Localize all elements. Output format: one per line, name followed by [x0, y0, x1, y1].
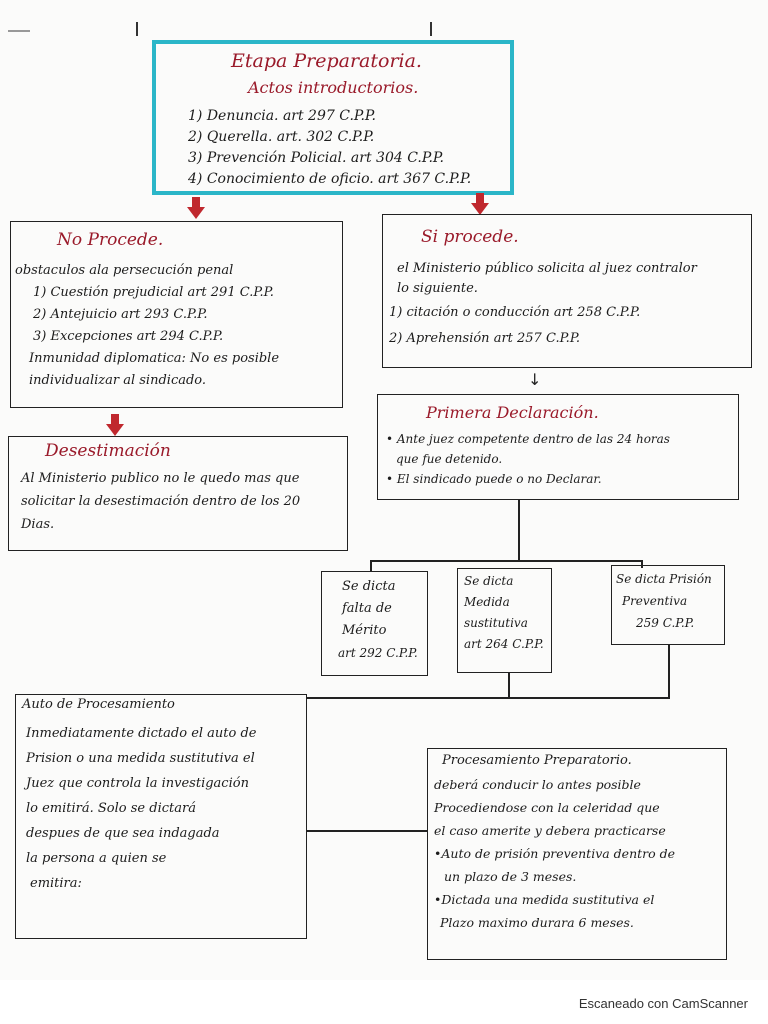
- si-procede-item: 1) citación o conducción art 258 C.P.P.: [389, 305, 641, 320]
- medida-sustitutiva-line: Medida: [464, 595, 510, 609]
- pen-mark: [136, 22, 138, 36]
- pen-mark: [8, 30, 30, 32]
- si-procede-intro: lo siguiente.: [397, 281, 478, 296]
- falta-merito-line: Mérito: [342, 623, 387, 638]
- scanner-footer: [0, 980, 768, 1024]
- connector: [668, 645, 670, 697]
- no-procede-item: 3) Excepciones art 294 C.P.P.: [33, 329, 224, 344]
- red-arrow-down: [106, 424, 124, 436]
- medida-sustitutiva-line: sustitutiva: [464, 616, 528, 630]
- connector: [307, 830, 427, 832]
- procesamiento-preparatorio-line: Procediendose con la celeridad que: [434, 800, 660, 815]
- connector: [306, 697, 670, 699]
- footer-watermark: Escaneado con CamScanner: [578, 996, 748, 1011]
- procesamiento-preparatorio-line: •Auto de prisión preventiva dentro de: [434, 846, 676, 861]
- desestimacion-line: solicitar la desestimación dentro de los 20: [21, 494, 301, 509]
- no-procede-item: 1) Cuestión prejudicial art 291 C.P.P.: [33, 285, 274, 300]
- primera-declaracion-line: que fue detenido.: [396, 452, 503, 466]
- falta-merito-line: art 292 C.P.P.: [338, 646, 418, 660]
- desestimacion-line: Dias.: [21, 517, 55, 532]
- si-procede-item: 2) Aprehensión art 257 C.P.P.: [389, 331, 581, 346]
- procesamiento-preparatorio-title: Procesamiento Preparatorio.: [442, 753, 632, 768]
- pen-mark: [430, 22, 432, 36]
- connector: [518, 500, 520, 560]
- no-procede-title: No Procede.: [57, 230, 164, 250]
- procesamiento-preparatorio-line: un plazo de 3 meses.: [444, 869, 577, 884]
- prision-preventiva-line: Se dicta Prisión: [616, 572, 712, 586]
- falta-merito-line: falta de: [342, 601, 392, 616]
- etapa-item: 2) Querella. art. 302 C.P.P.: [188, 129, 375, 145]
- prision-preventiva-line: 259 C.P.P.: [636, 616, 695, 630]
- procesamiento-preparatorio-box: [427, 748, 727, 960]
- procesamiento-preparatorio-line: •Dictada una medida sustitutiva el: [434, 892, 655, 907]
- no-procede-intro: obstaculos ala persecución penal: [15, 263, 234, 278]
- no-procede-note: individualizar al sindicado.: [29, 373, 207, 388]
- primera-declaracion-line: • El sindicado puede o no Declarar.: [386, 472, 602, 486]
- falta-merito-line: Se dicta: [342, 579, 396, 594]
- no-procede-item: 2) Antejuicio art 293 C.P.P.: [33, 307, 208, 322]
- auto-procesamiento-line: Juez que controla la investigación: [26, 776, 249, 791]
- primera-declaracion-line: • Ante juez competente dentro de las 24 horas: [386, 432, 670, 446]
- falta-merito-box: [321, 571, 428, 676]
- down-arrow-icon: ↓: [528, 370, 542, 389]
- etapa-item: 3) Prevención Policial. art 304 C.P.P.: [188, 150, 444, 166]
- auto-procesamiento-line: la persona a quien se: [26, 851, 167, 866]
- prision-preventiva-line: Preventiva: [622, 594, 688, 608]
- desestimacion-title: Desestimación: [45, 441, 171, 461]
- prision-preventiva-box: [611, 565, 725, 645]
- procesamiento-preparatorio-line: deberá conducir lo antes posible: [434, 777, 641, 792]
- primera-declaracion-title: Primera Declaración.: [426, 403, 599, 422]
- etapa-subtitle: Actos introductorios.: [248, 78, 419, 97]
- procesamiento-preparatorio-line: el caso amerite y debera practicarse: [434, 823, 666, 838]
- connector: [370, 560, 642, 562]
- no-procede-note: Inmunidad diplomatica: No es posible: [29, 351, 280, 366]
- medida-sustitutiva-box: [457, 568, 552, 673]
- auto-procesamiento-box: [15, 694, 307, 939]
- connector: [508, 673, 510, 697]
- si-procede-title: Si procede.: [421, 227, 519, 247]
- auto-procesamiento-line: emitira:: [30, 876, 82, 891]
- auto-procesamiento-title: Auto de Procesamiento: [22, 697, 175, 712]
- si-procede-intro: el Ministerio público solicita al juez contralor: [397, 261, 697, 276]
- auto-procesamiento-line: lo emitirá. Solo se dictará: [26, 801, 196, 816]
- desestimacion-line: Al Ministerio publico no le quedo mas que: [21, 471, 300, 486]
- etapa-item: 1) Denuncia. art 297 C.P.P.: [188, 108, 376, 124]
- etapa-title: Etapa Preparatoria.: [231, 50, 422, 72]
- red-arrow-left: [187, 207, 205, 219]
- etapa-item: 4) Conocimiento de oficio. art 367 C.P.P.: [188, 171, 472, 187]
- no-procede-box: [10, 221, 343, 408]
- procesamiento-preparatorio-line: Plazo maximo durara 6 meses.: [440, 915, 634, 930]
- desestimacion-box: [8, 436, 348, 551]
- auto-procesamiento-line: despues de que sea indagada: [26, 826, 220, 841]
- etapa-preparatoria-box: [152, 40, 514, 195]
- medida-sustitutiva-line: art 264 C.P.P.: [464, 637, 544, 651]
- si-procede-box: [382, 214, 752, 368]
- medida-sustitutiva-line: Se dicta: [464, 574, 514, 588]
- primera-declaracion-box: [377, 394, 739, 500]
- auto-procesamiento-line: Inmediatamente dictado el auto de: [26, 726, 257, 741]
- auto-procesamiento-line: Prision o una medida sustitutiva el: [26, 751, 255, 766]
